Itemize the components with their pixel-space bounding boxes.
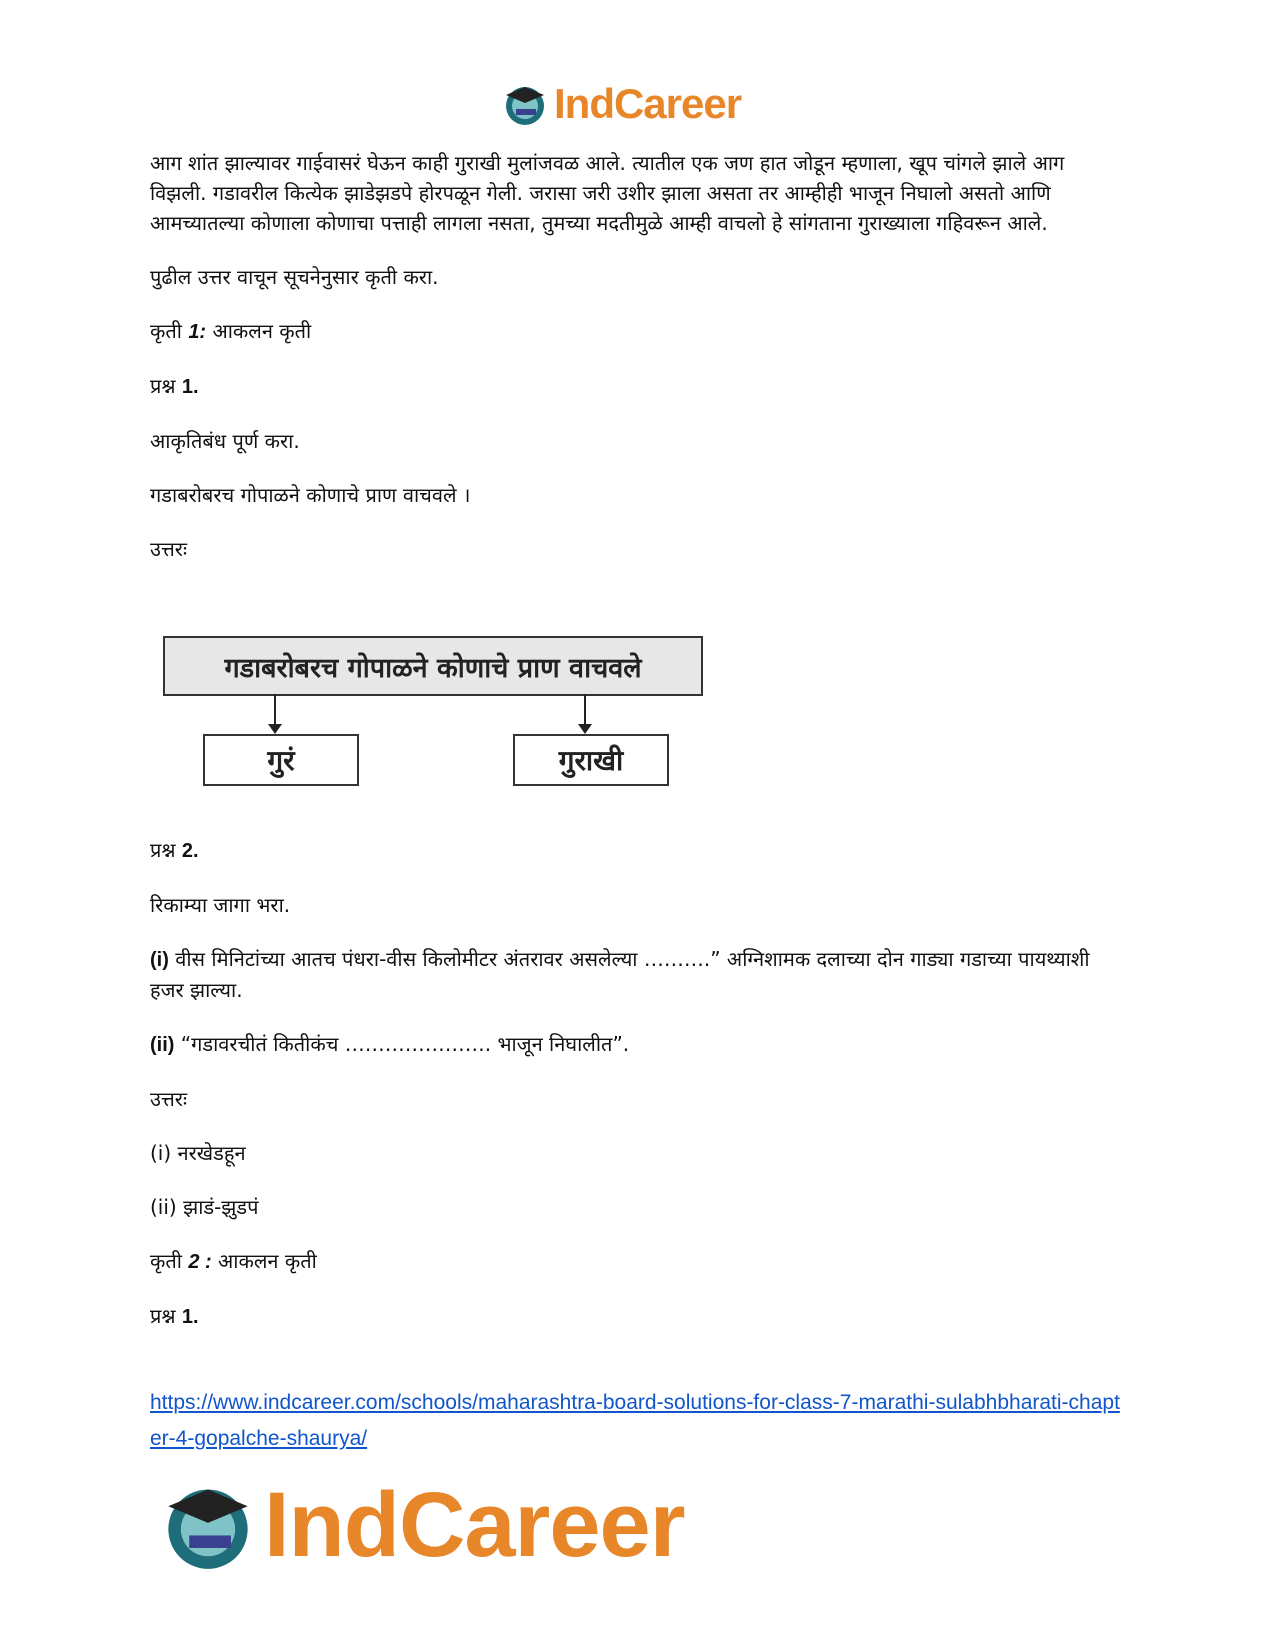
arrow-left <box>274 694 276 732</box>
answer-2-label: उत्तरः <box>150 1087 187 1111</box>
arrow-right <box>584 694 586 732</box>
answer-2-item-1: (i) नरखेडहून <box>150 1141 246 1165</box>
answer-2-item-2: (ii) झाडं-झुडपं <box>150 1195 259 1219</box>
answer-diagram <box>163 636 703 796</box>
fill-blank-item-2: (ii) “गडावरचीतं कितीकंच …………………. भाजून निघालीत”. <box>150 1032 630 1056</box>
kruti-2-heading: कृती 2 : आकलन कृती <box>150 1249 317 1273</box>
answer-1-label: उत्तरः <box>150 537 187 561</box>
question-1-text: आकृतिबंध पूर्ण करा. <box>150 429 300 453</box>
kruti-1-heading: कृती 1: आकलन कृती <box>150 319 312 343</box>
question-1-label: प्रश्न 1. <box>150 374 199 398</box>
diagram-left-box: गुरं <box>203 734 359 786</box>
question-3-label: प्रश्न 1. <box>150 1304 199 1328</box>
question-2-text: रिकाम्या जागा भरा. <box>150 893 291 917</box>
header-logo <box>502 78 772 130</box>
logo-wordmark: IndCareer <box>554 80 742 127</box>
graduation-cap-icon <box>160 1477 256 1573</box>
graduation-cap-icon <box>502 81 548 127</box>
logo-wordmark: IndCareer <box>264 1473 685 1576</box>
diagram-right-box: गुराखी <box>513 734 669 786</box>
footer-logo <box>160 1470 700 1580</box>
source-link[interactable]: https://www.indcareer.com/schools/maharashtra-board-solutions-for-class-7-marathi-sulabhbharati-chapter-4-gopalche-shaurya/ <box>150 1391 1120 1450</box>
document-body-2 <box>150 835 1125 1332</box>
diagram-title-box: गडाबरोबरच गोपाळने कोणाचे प्राण वाचवले <box>163 636 703 696</box>
instruction-text: पुढील उत्तर वाचून सूचनेनुसार कृती करा. <box>150 265 439 289</box>
passage-text: आग शांत झाल्यावर गाईवासरं घेऊन काही गुराखी मुलांजवळ आले. त्यातील एक जण हात जोडून म्हणाला, खूप चांगले झाले आग विझली. गडावरील कित्येक झाडेझडपे होरपळून गेली. जरासा जरी उशीर झाला असता तर आम्हीही भाजून निघालो असतो आणि आमच्यातल्या कोणाला कोणाचा पत्ताही लागला नसता, तुमच्या मदतीमुळे आम्ही वाचलो हे सांगताना गुराख्याला गहिवरून आले. <box>150 151 1065 235</box>
question-2-label: प्रश्न 2. <box>150 838 199 862</box>
question-1-prompt: गडाबरोबरच गोपाळने कोणाचे प्राण वाचवले । <box>150 483 471 507</box>
fill-blank-item-1: (i) वीस मिनिटांच्या आतच पंधरा-वीस किलोमीटर अंतरावर असलेल्या ……….” अग्निशामक दलाच्या दोन गाड्या गडाच्या पायथ्याशी हजर झाल्या. <box>150 947 1090 1002</box>
document-body <box>150 148 1125 564</box>
